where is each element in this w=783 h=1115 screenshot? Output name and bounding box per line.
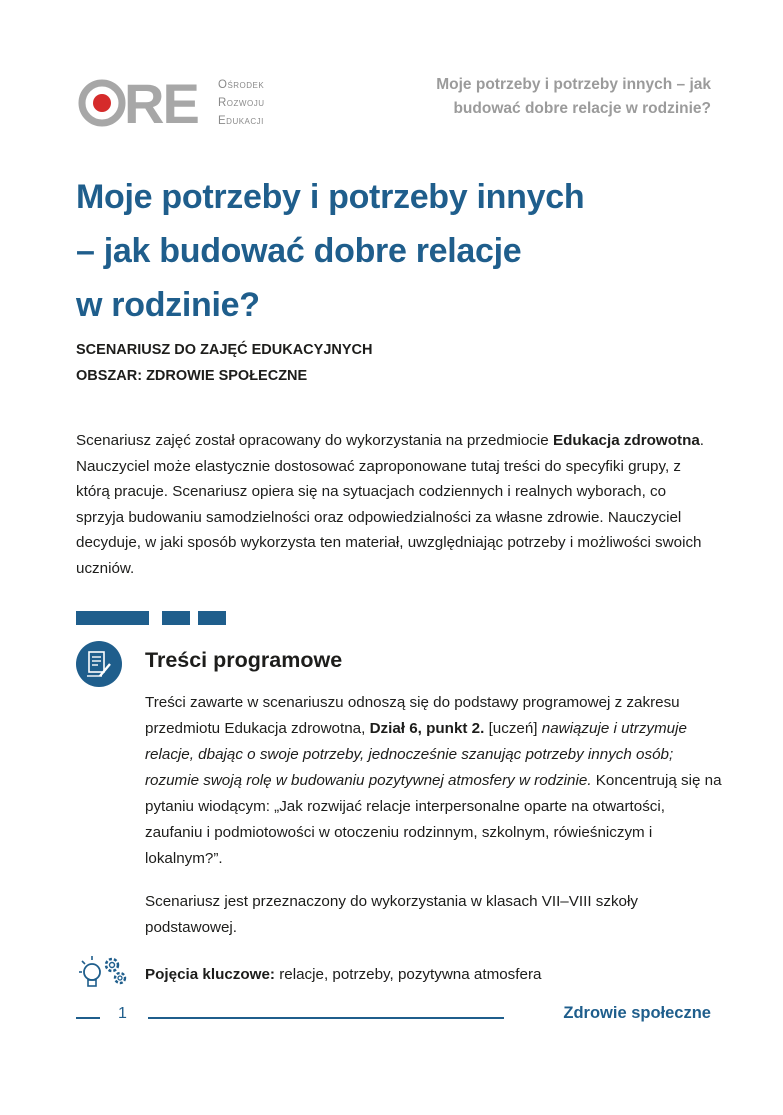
logo-acronym: RE	[124, 74, 198, 134]
footer-rule	[148, 1017, 504, 1019]
key-concepts: Pojęcia kluczowe: relacje, potrzeby, pozytywna atmosfera	[145, 966, 542, 983]
intro-paragraph: Scenariusz zajęć został opracowany do wykorzystania na przedmiocie Edukacja zdrowotna. Nauczyciel może elastycznie dostosować zaproponowane tutaj treści do specyfiki grupy, z którą pracuje. Scenariusz opiera się na sytuacjach codziennych i realnych wyborach, co sprzyja budowaniu samodzielności oraz odpowiedzialności za własne zdrowie. Nauczyciel decyduje, w jaki sposób wykorzysta ten materiał, uwzględniając potrzeby i możliwości swoich uczniów.	[76, 432, 705, 577]
header-document-title: Moje potrzeby i potrzeby innych – jak budować dobre relacje w rodzinie?	[436, 76, 711, 117]
footer-area-label: Zdrowie społeczne	[563, 1004, 711, 1022]
scenario-subtitle: SCENARIUSZ DO ZAJĘĆ EDUKACYJNYCH OBSZAR: ZDROWIE SPOŁECZNE	[76, 342, 373, 384]
footer-rule-left	[76, 1017, 100, 1019]
page-number: 1	[118, 1005, 127, 1022]
lightbulb-gears-icon	[76, 952, 132, 996]
section-paragraph-grades: Scenariusz jest przeznaczony do wykorzystania w klasach VII–VIII szkoły podstawowej.	[145, 893, 638, 936]
section-paragraph: Treści zawarte w scenariuszu odnoszą się do podstawy programowej z zakresu przedmiotu Edukacja zdrowotna, Dział 6, punkt 2. [uczeń] nawiązuje i utrzymuje relacje, dbając o swoje potrzeby, jednocześnie szanując potrzeby innych osób; rozumie swoją rolę w budowaniu pozytywnej atmosfery w rodzinie. Koncentrują się na pytaniu wiodącym: „Jak rozwijać relacje interpersonalne oparte na otwartości, zaufaniu i podmiotowości w otoczeniu rodzinnym, szkolnym, rówieśniczym i lokalnym?”.	[145, 694, 722, 867]
document-pencil-icon	[76, 641, 122, 687]
logo-text: Ośrodek Rozwoju Edukacji	[218, 79, 265, 127]
page-title: Moje potrzeby i potrzeby innych – jak budować dobre relacje w rodzinie?	[76, 178, 585, 324]
section-title: Treści programowe	[145, 648, 343, 672]
